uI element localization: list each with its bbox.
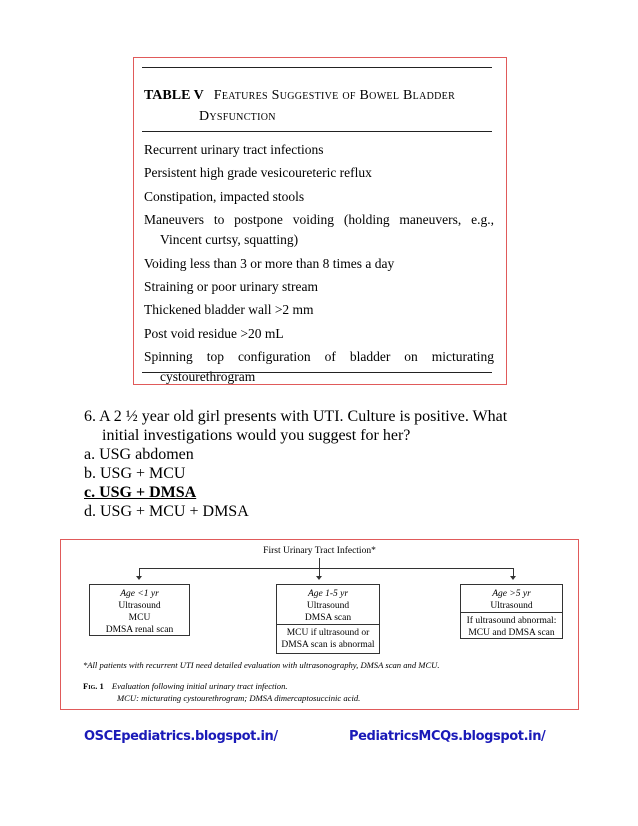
flowchart-footnote: *All patients with recurrent UTI need detailed evaluation with ultrasonography, DMSA scan and MCU. [83,660,440,670]
connector-bar [139,568,513,569]
table-row [144,140,494,160]
table-row [144,277,494,297]
box-line: Ultrasound [490,601,533,611]
box-sub-line: If ultrasound abnormal: [466,616,557,626]
answer-option: b. USG + MCU [84,465,186,482]
table-row [144,300,494,320]
question-block [84,407,584,521]
arrow-down-icon [136,576,142,580]
table-caption [144,85,496,127]
connector-mid [319,568,320,576]
table-row-text: Thickened bladder wall >2 mm [144,302,314,318]
table-title-line2: Dysfunction [199,109,276,124]
box-line: DMSA scan [304,613,352,623]
connector-stem [319,558,320,568]
box-sub-line: DMSA scan is abnormal [281,640,375,650]
answer-options [84,445,584,521]
question-line-2: initial investigations would you suggest for her? [102,427,411,444]
age-label: Age 1-5 yr [307,589,349,599]
flow-box-over-5yr [460,584,563,639]
table-row [144,254,494,274]
question-line-1: 6. A 2 ½ year old girl presents with UTI. Culture is positive. What [84,408,508,425]
flow-box-under-1yr [89,584,190,636]
table-row-text: Voiding less than 3 or more than 8 times a day [144,255,395,271]
table-top-rule [142,67,492,68]
box-line: Ultrasound [306,601,350,611]
box-sub-line: MCU if ultrasound or [286,628,370,638]
box-line: Ultrasound [118,601,161,611]
table-row-text: Constipation, impacted stools [144,188,305,204]
box-sub-section [277,624,379,651]
flowchart-title: First Urinary Tract Infection* [263,546,376,556]
age-label: Age <1 yr [120,589,159,599]
table-row-text: Recurrent urinary tract infections [144,142,324,157]
answer-option-correct: c. USG + DMSA [84,484,197,501]
table-row-continuation: Vincent curtsy, squatting) [160,232,299,248]
figure-abbreviations: MCU: micturating cystourethrogram; DMSA dimercaptosuccinic acid. [117,693,361,703]
box-line: DMSA renal scan [105,625,174,635]
table-row [144,187,494,207]
table-row-text: Straining or poor urinary stream [144,278,318,294]
box-sub-section [461,612,562,639]
table-header-rule [142,131,492,132]
answer-option: d. USG + MCU + DMSA [84,503,249,520]
figure-label: Fig. 1 [83,681,104,691]
box-sub-line: MCU and DMSA scan [468,628,555,638]
table-row-text: Maneuvers to postpone voiding (holding maneuvers, e.g., [144,212,494,228]
table-title-line1: Features Suggestive of Bowel Bladder [213,88,456,103]
figure-caption [83,680,360,704]
table-row-continuation: cystourethrogram [160,369,256,385]
answer-option: a. USG abdomen [84,446,194,463]
flow-box-1-5yr [276,584,380,654]
uti-flowchart [60,539,579,710]
table-row [144,210,494,250]
pediatrics-mcqs-link[interactable]: PediatricsMCQs.blogspot.in/ [349,729,546,744]
table-rows [144,140,494,391]
age-label: Age >5 yr [492,589,531,599]
table-number: TABLE V [144,88,204,103]
table-row-text: Spinning top configuration of bladder on micturating [144,349,494,365]
box-line: MCU [128,613,151,623]
osce-pediatrics-link[interactable]: OSCEpediatrics.blogspot.in/ [84,729,278,744]
table-row [144,324,494,344]
arrow-down-icon [316,576,322,580]
connector-right [513,568,514,576]
table-row-text: Persistent high grade vesicoureteric reflux [144,165,372,181]
table-bottom-rule [142,372,492,373]
table-v-box [133,57,507,385]
table-row [144,163,494,183]
arrow-down-icon [510,576,516,580]
table-row [144,347,494,387]
connector-left [139,568,140,576]
figure-caption-text: Evaluation following initial urinary tract infection. [111,681,288,691]
table-row-text: Post void residue >20 mL [144,325,284,341]
